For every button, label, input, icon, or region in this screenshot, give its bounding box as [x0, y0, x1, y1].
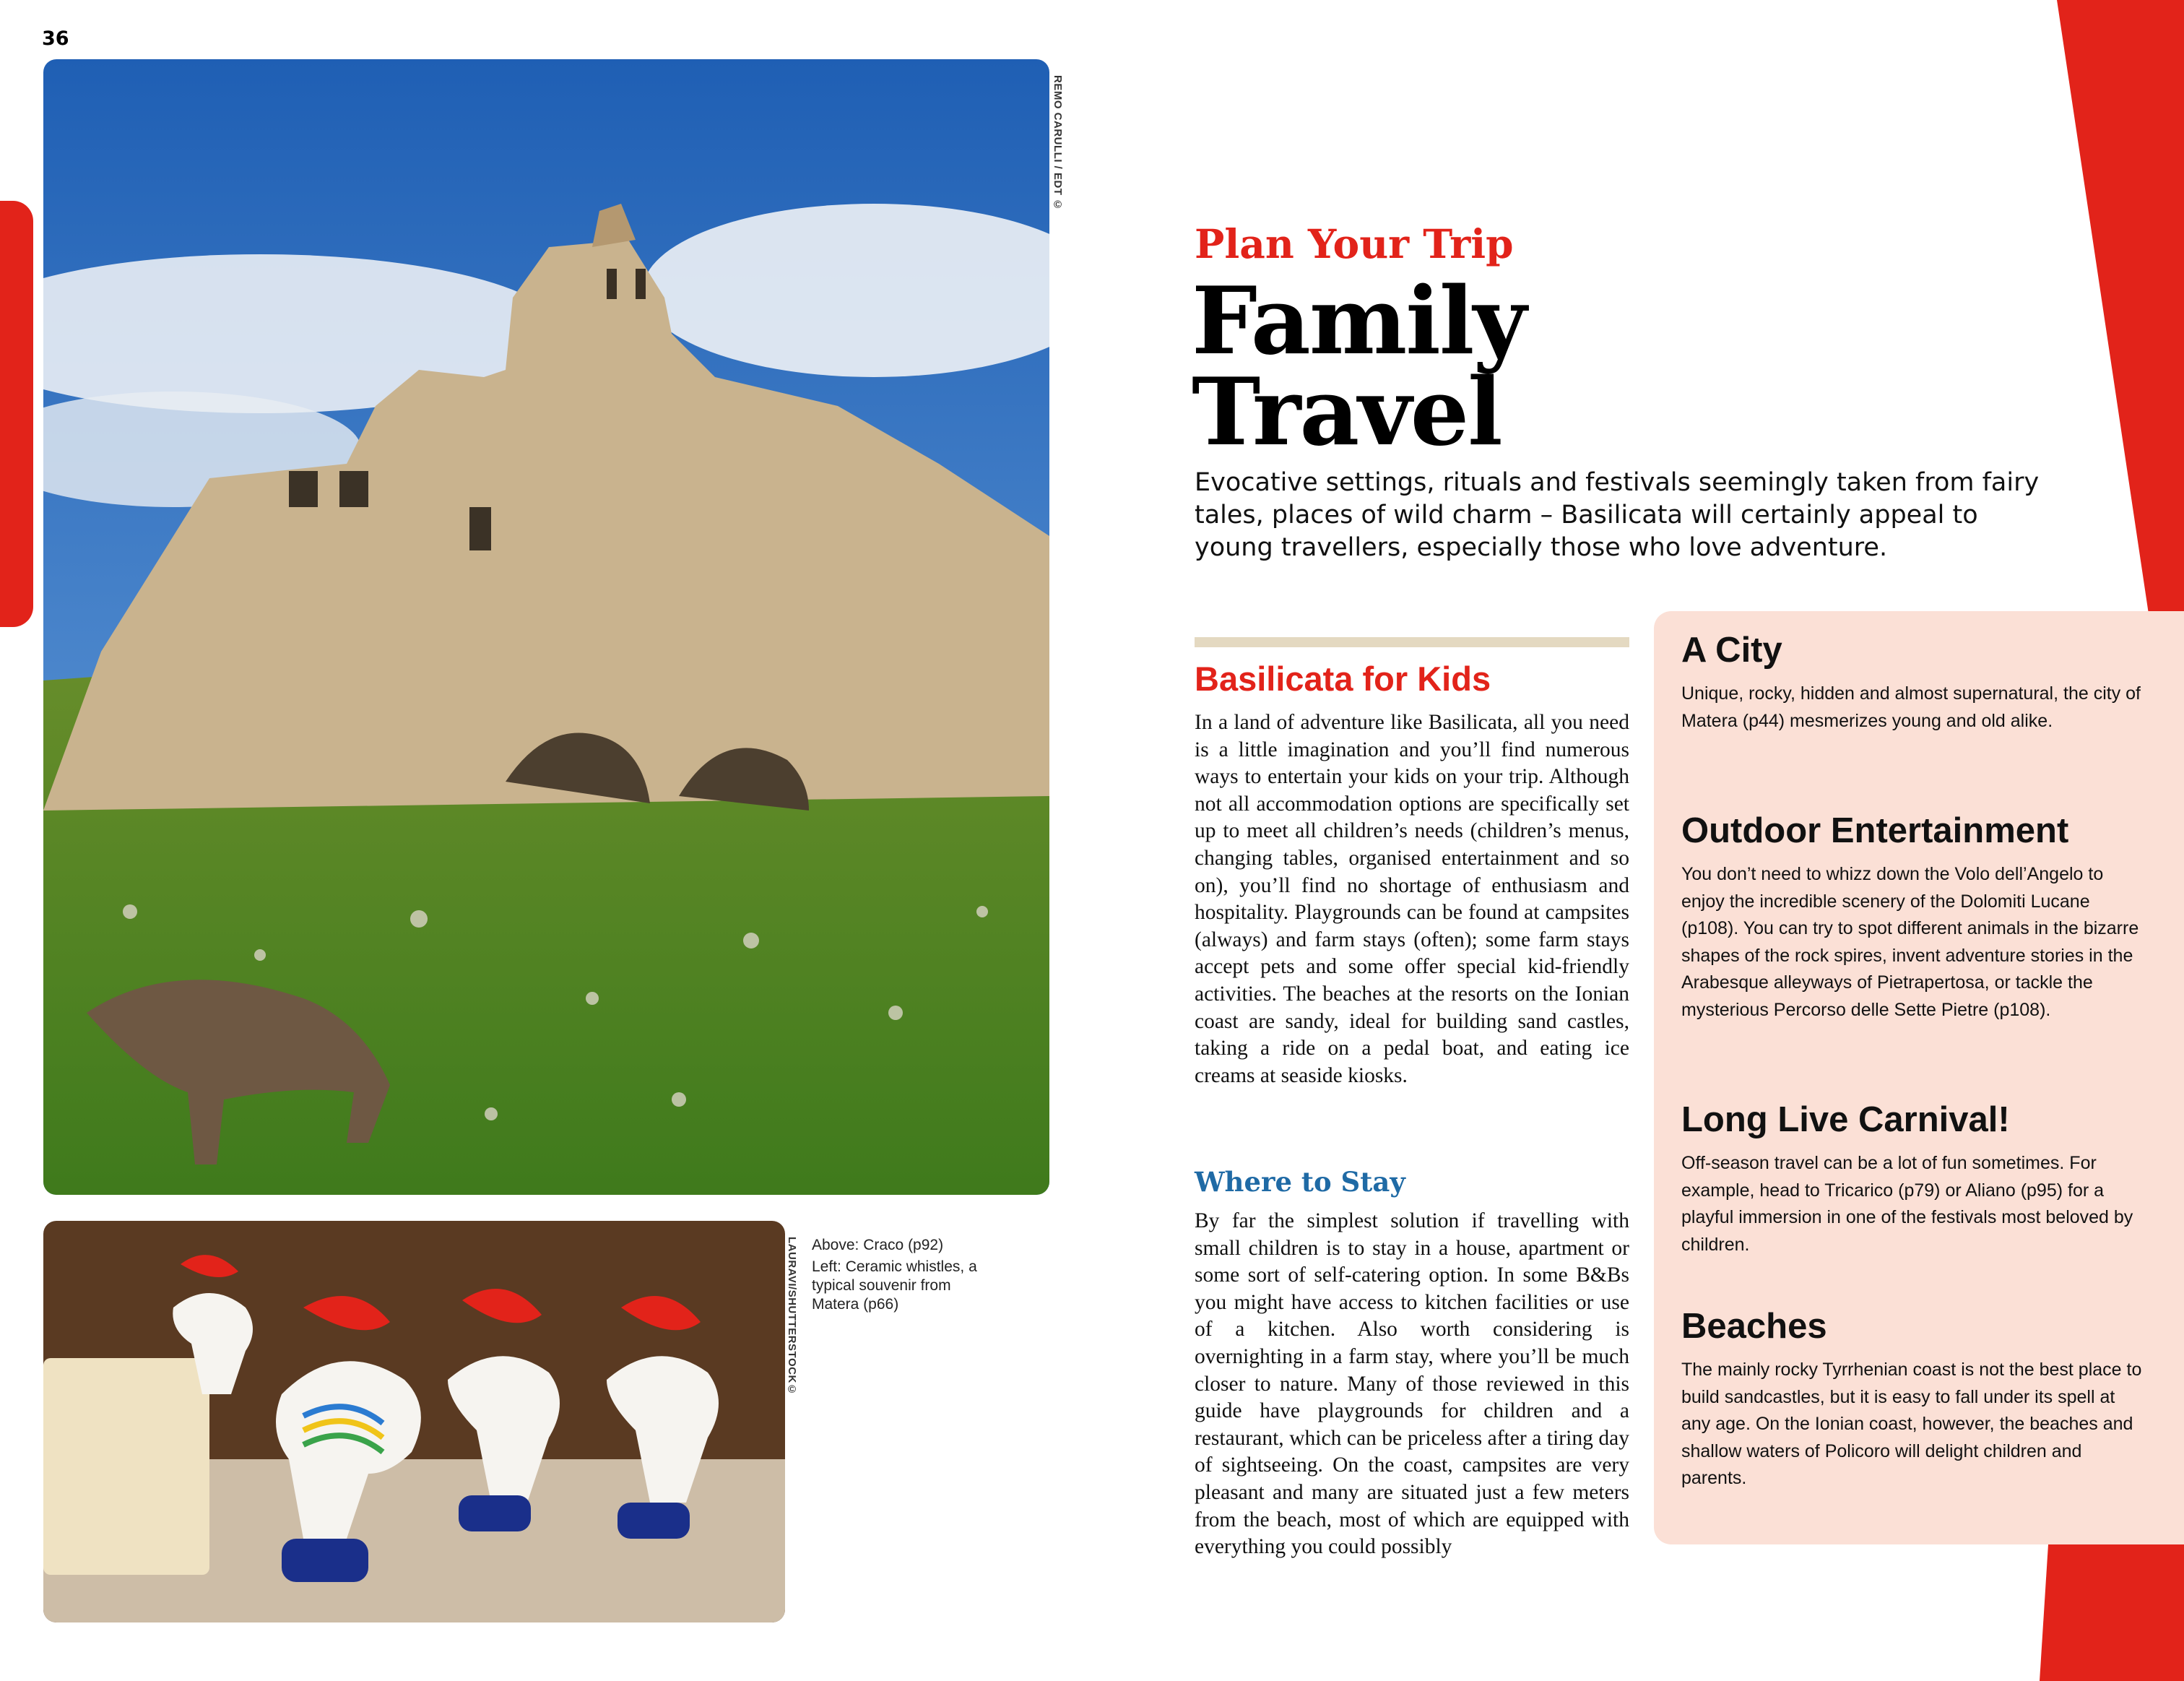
red-edge-band-bottom	[2040, 1544, 2184, 1681]
stay-paragraph: By far the simplest solution if travelling with small children is to stay in a house, apartment or some sort of self-catering option. In some B&Bs you might have access to kitchen facilities or use of a kitchen. Also worth considering is overnighting in a farm stay, where you’ll be much closer to nature. Many of those reviewed in this guide have playgrounds for children and a restaurant, which can be priceless after a tiring day of sightseeing. On the coast, campsites are very pleasant and many are situated just a few meters from the beach, most of which are equipped with everything you could possibly	[1195, 1209, 1629, 1559]
page-title	[1192, 267, 1525, 467]
page-title-line2: Travel	[1192, 358, 1502, 467]
photo-credit-bottom: LAURAVI/SHUTTERSTOCK©	[786, 1237, 798, 1396]
sidebar-heading-a-city: A City	[1681, 631, 1782, 670]
heading-where-to-stay: Where to Stay	[1195, 1166, 1405, 1198]
kids-paragraph: In a land of adventure like Basilicata, all you need is a little imagination and you’ll find numerous ways to entertain your kids on your trip. Although not all accommodation options are specifically set up to meet all children’s needs (children’s menus, changing tables, organised entertainment and so on), you’ll find no shortage of enthusiasm and hospitality. Playgrounds can be found at campsites (always) and farm stays (often); some farm stays accept pets and some offer special kid-friendly activities. The beaches at the resorts on the Ionian coast are sandy, ideal for building sand castles, taking a ride on a pedal boat, and eating ice creams at seaside kiosks.	[1195, 711, 1629, 1087]
page-number-left: 36	[42, 27, 69, 50]
caption-above: Above: Craco (p92)	[812, 1237, 944, 1253]
page-title-line1: Family	[1192, 267, 1525, 376]
red-edge-band-top	[2057, 0, 2184, 613]
photo-craco	[43, 59, 1049, 1195]
sidebar-text-outdoor-entertainment: You don’t need to whizz down the Volo dell’Angelo to enjoy the incredible scenery of the Dolomiti Lucane (p108). You can try to spot different animals in the bizarre shapes of the rock spires, invent adventure stories in the Arabesque alleyways of Pietrapertosa, or tackle the mysterious Percorso delle Sette Pietre (p108).	[1681, 864, 2139, 1020]
intro-paragraph: Evocative settings, rituals and festivals seemingly taken from fairy tales, places of wild charm – Basilicata will certainly appeal to young travellers, especially those who love adventure.	[1195, 468, 2040, 562]
section-divider	[1195, 637, 1629, 647]
sidebar-text-beaches: The mainly rocky Tyrrhenian coast is not the best place to build sandcastles, but it is easy to fall under its spell at any age. On the Ionian coast, however, the beaches and shallow waters of Policoro will delight children and parents.	[1681, 1360, 2142, 1489]
heading-basilicata-for-kids: Basilicata for Kids	[1195, 660, 1491, 698]
photo-credit-top: REMO CARULLI / EDT ©	[1052, 75, 1064, 212]
sidebar-heading-beaches: Beaches	[1681, 1307, 1827, 1346]
caption-left: Left: Ceramic whistles, a typical souvenir from Matera (p66)	[812, 1258, 977, 1313]
sidebar-heading-outdoor-entertainment: Outdoor Entertainment	[1681, 811, 2069, 850]
red-chapter-tab	[0, 201, 33, 627]
photo-ceramic-whistles	[43, 1221, 785, 1622]
sidebar-box	[1654, 611, 2184, 1544]
sidebar-text-a-city: Unique, rocky, hidden and almost supernatural, the city of Matera (p44) mesmerizes young and old alike.	[1681, 683, 2141, 731]
section-label: Plan Your Trip	[1195, 220, 1514, 267]
sidebar-heading-long-live-carnival: Long Live Carnival!	[1681, 1100, 2010, 1139]
photo-caption	[812, 1236, 985, 1314]
sidebar-text-long-live-carnival: Off-season travel can be a lot of fun sometimes. For example, head to Tricarico (p79) or Aliano (p95) for a playful immersion in one of the festivals most beloved by children.	[1681, 1153, 2133, 1255]
